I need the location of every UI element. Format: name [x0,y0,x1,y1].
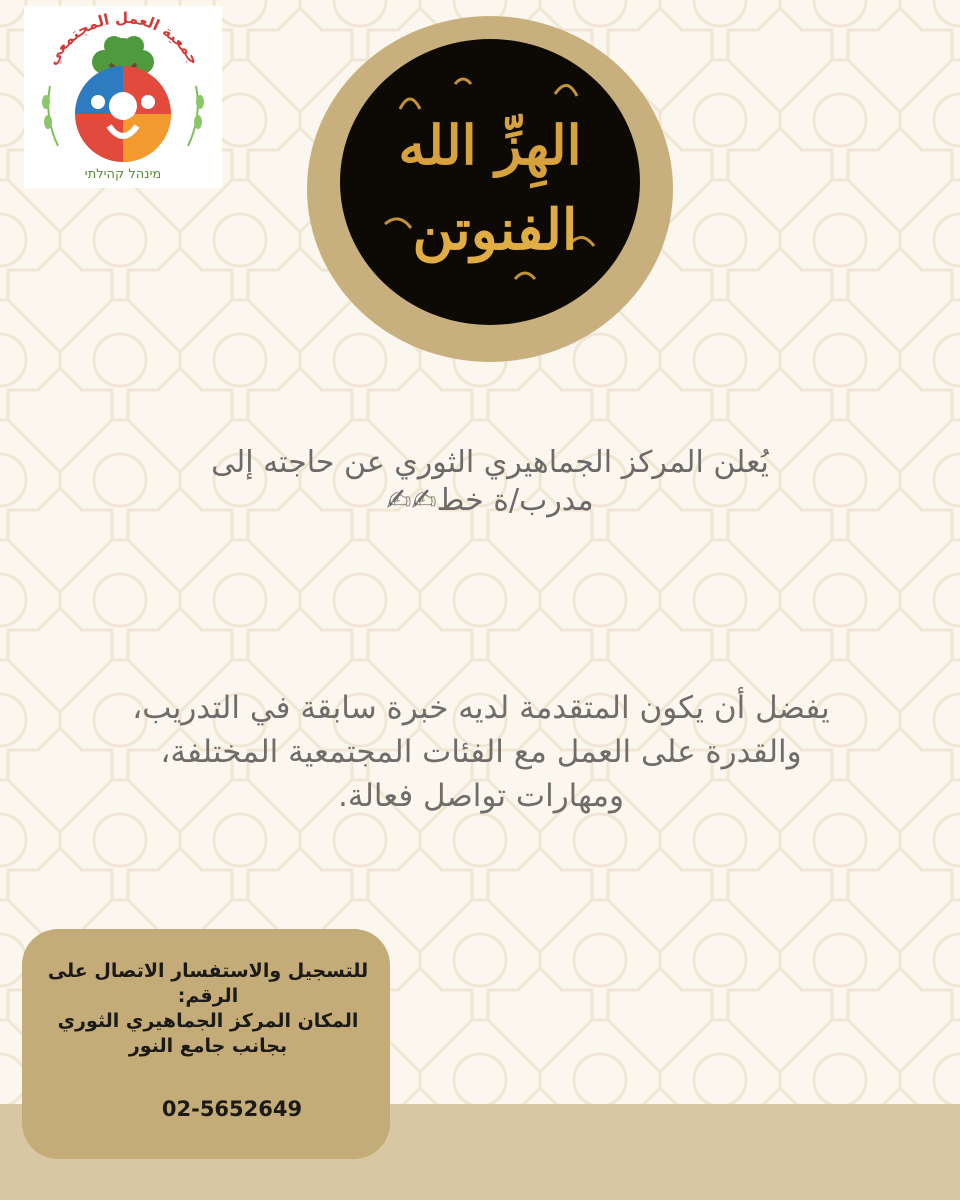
announcement-headline [140,444,840,520]
calligraphy-line-2: الفنوتن [412,197,578,263]
requirements-line-3: ومهارات تواصل فعالة. [338,778,624,814]
calligraphy-medallion [305,14,675,364]
contact-info [30,959,386,1059]
contact-card [22,929,390,1159]
announcement-line-1: يُعلن المركز الجماهيري الثوري عن حاجته إلى [211,445,769,480]
contact-line-1: للتسجيل والاستفسار الاتصال على [47,960,369,982]
requirements-line-1: يفضل أن يكون المتقدمة لديه خبرة سابقة في التدريب، [132,690,830,726]
contact-location-line-1: المكان المركز الجماهيري الثوري [57,1010,359,1032]
medallion-disc [340,39,640,325]
announcement-line-2: مدرب/ة خط✍✍ [386,483,594,518]
contact-line-2: الرقم: [177,985,239,1007]
logo-emblem [24,6,222,188]
contact-location-line-2: بجانب جامع النور [128,1035,288,1057]
contact-phone-number[interactable]: 02-5652649 [161,1097,303,1121]
requirements-paragraph [96,686,866,818]
logo-hebrew-name: מינהל קהילתי [84,167,162,182]
requirements-line-2: والقدرة على العمل مع الفئات المجتمعية المختلفة، [160,734,802,770]
organization-logo [24,6,222,188]
calligraphy-line-1: الهِزِّ الله [398,113,582,177]
logo-arabic-name: جمعية العمل المجتمعي [42,8,204,68]
